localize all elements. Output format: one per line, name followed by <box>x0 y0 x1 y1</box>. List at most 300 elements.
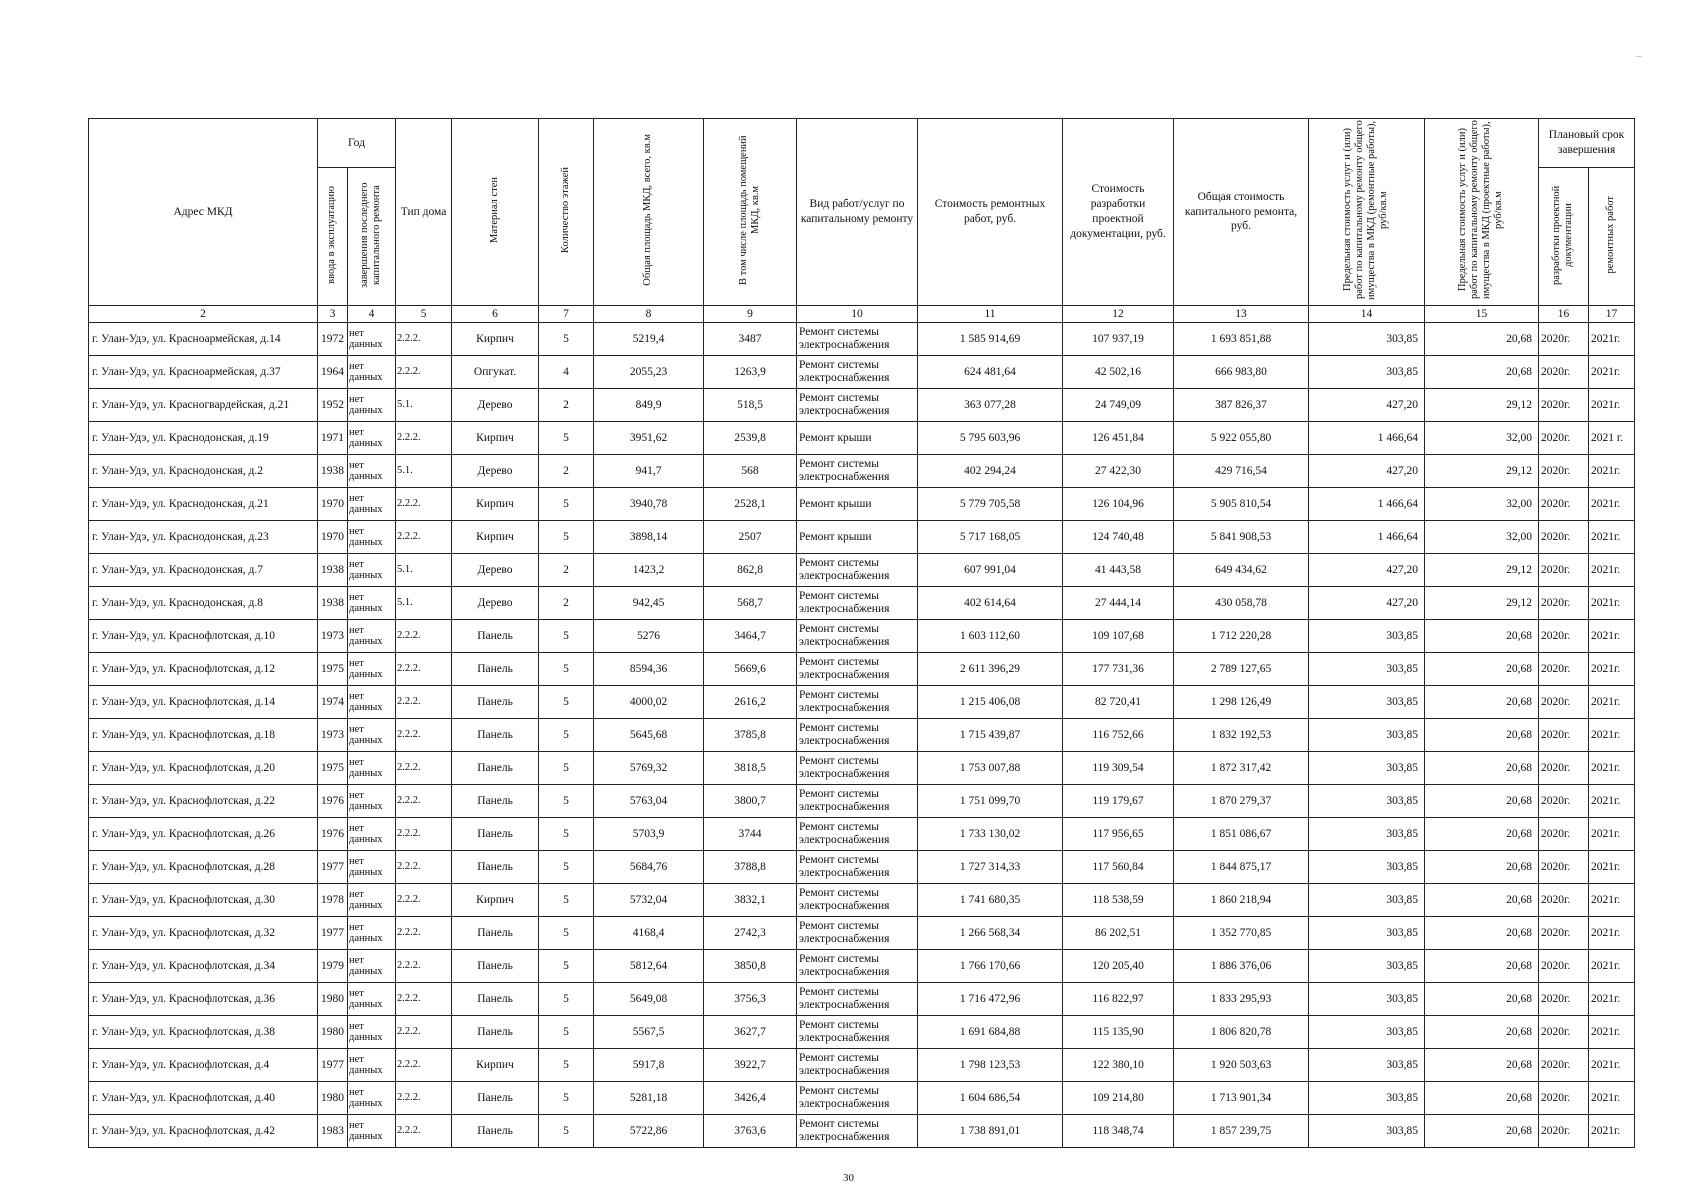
cell-address: г. Улан-Удэ, ул. Краснофлотская, д.20 <box>89 752 318 785</box>
cell-design-cost: 120 205,40 <box>1063 950 1174 983</box>
cell-year-commission: 1980 <box>318 983 348 1016</box>
cell-total-area: 4000,02 <box>594 686 704 719</box>
table-row <box>89 587 1635 620</box>
cell-limit-repair: 1 466,64 <box>1309 488 1425 521</box>
cell-address: г. Улан-Удэ, ул. Краснофлотская, д.34 <box>89 950 318 983</box>
cell-work-type: Ремонт системы электроснабжения <box>797 818 918 851</box>
cell-design-cost: 41 443,58 <box>1063 554 1174 587</box>
cell-total-area: 5649,08 <box>594 983 704 1016</box>
repair-program-table <box>88 118 1635 1148</box>
cell-last-repair: нет данных <box>348 983 396 1016</box>
cell-repair-cost: 402 614,64 <box>918 587 1063 620</box>
table-row <box>89 851 1635 884</box>
cell-limit-design: 20,68 <box>1425 323 1539 356</box>
cell-wall-material: Кирпич <box>452 521 539 554</box>
cell-premises-area: 3627,7 <box>704 1016 797 1049</box>
cell-work-type: Ремонт крыши <box>797 488 918 521</box>
column-number: 16 <box>1539 306 1589 323</box>
table-row <box>89 917 1635 950</box>
cell-total-area: 5684,76 <box>594 851 704 884</box>
cell-wall-material: Кирпич <box>452 884 539 917</box>
cell-plan-design: 2020г. <box>1539 1082 1589 1115</box>
cell-repair-cost: 1 751 099,70 <box>918 785 1063 818</box>
cell-design-cost: 177 731,36 <box>1063 653 1174 686</box>
cell-repair-cost: 1 753 007,88 <box>918 752 1063 785</box>
cell-total-cost: 666 983,80 <box>1174 356 1309 389</box>
cell-limit-design: 20,68 <box>1425 950 1539 983</box>
cell-year-commission: 1970 <box>318 488 348 521</box>
cell-design-cost: 109 214,80 <box>1063 1082 1174 1115</box>
cell-year-commission: 1980 <box>318 1016 348 1049</box>
cell-floors: 5 <box>539 488 594 521</box>
cell-wall-material: Панель <box>452 1016 539 1049</box>
cell-limit-design: 20,68 <box>1425 356 1539 389</box>
cell-last-repair: нет данных <box>348 818 396 851</box>
cell-wall-material: Панель <box>452 950 539 983</box>
table-row <box>89 653 1635 686</box>
column-number: 4 <box>348 306 396 323</box>
cell-plan-repair: 2021г. <box>1589 752 1635 785</box>
cell-floors: 5 <box>539 521 594 554</box>
cell-year-commission: 1975 <box>318 752 348 785</box>
table-row <box>89 422 1635 455</box>
cell-total-area: 5722,86 <box>594 1115 704 1148</box>
cell-wall-material: Панель <box>452 752 539 785</box>
cell-limit-design: 29,12 <box>1425 455 1539 488</box>
cell-house-type: 2.2.2. <box>396 1082 452 1115</box>
cell-premises-area: 1263,9 <box>704 356 797 389</box>
cell-design-cost: 118 348,74 <box>1063 1115 1174 1148</box>
cell-plan-design: 2020г. <box>1539 356 1589 389</box>
cell-work-type: Ремонт системы электроснабжения <box>797 851 918 884</box>
table-row <box>89 950 1635 983</box>
cell-plan-design: 2020г. <box>1539 686 1589 719</box>
cell-house-type: 2.2.2. <box>396 851 452 884</box>
cell-total-cost: 1 886 376,06 <box>1174 950 1309 983</box>
cell-year-commission: 1974 <box>318 686 348 719</box>
cell-address: г. Улан-Удэ, ул. Краснофлотская, д.14 <box>89 686 318 719</box>
cell-work-type: Ремонт системы электроснабжения <box>797 389 918 422</box>
cell-house-type: 2.2.2. <box>396 884 452 917</box>
cell-premises-area: 3800,7 <box>704 785 797 818</box>
cell-year-commission: 1976 <box>318 785 348 818</box>
header-wall-material: Материал стен <box>452 119 539 306</box>
cell-plan-design: 2020г. <box>1539 554 1589 587</box>
cell-premises-area: 862,8 <box>704 554 797 587</box>
cell-wall-material: Панель <box>452 785 539 818</box>
cell-plan-design: 2020г. <box>1539 422 1589 455</box>
cell-limit-repair: 303,85 <box>1309 1115 1425 1148</box>
cell-total-area: 849,9 <box>594 389 704 422</box>
cell-plan-repair: 2021г. <box>1589 686 1635 719</box>
cell-last-repair: нет данных <box>348 752 396 785</box>
cell-premises-area: 3464,7 <box>704 620 797 653</box>
cell-wall-material: Панель <box>452 917 539 950</box>
cell-work-type: Ремонт системы электроснабжения <box>797 686 918 719</box>
table-row <box>89 356 1635 389</box>
cell-wall-material: Опгукат. <box>452 356 539 389</box>
column-number: 15 <box>1425 306 1539 323</box>
cell-house-type: 2.2.2. <box>396 653 452 686</box>
cell-design-cost: 109 107,68 <box>1063 620 1174 653</box>
cell-total-cost: 1 851 086,67 <box>1174 818 1309 851</box>
cell-limit-repair: 303,85 <box>1309 950 1425 983</box>
cell-plan-repair: 2021г. <box>1589 521 1635 554</box>
cell-plan-design: 2020г. <box>1539 389 1589 422</box>
cell-total-area: 3951,62 <box>594 422 704 455</box>
column-number: 5 <box>396 306 452 323</box>
cell-total-cost: 1 712 220,28 <box>1174 620 1309 653</box>
cell-wall-material: Дерево <box>452 554 539 587</box>
cell-last-repair: нет данных <box>348 323 396 356</box>
cell-design-cost: 116 752,66 <box>1063 719 1174 752</box>
cell-premises-area: 2742,3 <box>704 917 797 950</box>
cell-house-type: 2.2.2. <box>396 818 452 851</box>
cell-limit-repair: 427,20 <box>1309 587 1425 620</box>
cell-floors: 5 <box>539 653 594 686</box>
cell-total-cost: 5 905 810,54 <box>1174 488 1309 521</box>
cell-repair-cost: 1 716 472,96 <box>918 983 1063 1016</box>
cell-limit-design: 20,68 <box>1425 785 1539 818</box>
cell-plan-design: 2020г. <box>1539 818 1589 851</box>
table-row <box>89 752 1635 785</box>
cell-last-repair: нет данных <box>348 587 396 620</box>
cell-total-cost: 430 058,78 <box>1174 587 1309 620</box>
cell-design-cost: 42 502,16 <box>1063 356 1174 389</box>
cell-wall-material: Панель <box>452 1115 539 1148</box>
column-number: 2 <box>89 306 318 323</box>
cell-limit-design: 20,68 <box>1425 620 1539 653</box>
cell-plan-repair: 2021г. <box>1589 818 1635 851</box>
header-repair-cost: Стоимость ремонтных работ, руб. <box>918 119 1063 306</box>
cell-year-commission: 1978 <box>318 884 348 917</box>
cell-total-cost: 1 870 279,37 <box>1174 785 1309 818</box>
cell-house-type: 2.2.2. <box>396 950 452 983</box>
cell-premises-area: 2528,1 <box>704 488 797 521</box>
cell-house-type: 2.2.2. <box>396 521 452 554</box>
cell-plan-design: 2020г. <box>1539 785 1589 818</box>
cell-total-area: 3940,78 <box>594 488 704 521</box>
cell-wall-material: Панель <box>452 719 539 752</box>
cell-house-type: 5.1. <box>396 389 452 422</box>
cell-plan-repair: 2021г. <box>1589 851 1635 884</box>
cell-last-repair: нет данных <box>348 554 396 587</box>
cell-last-repair: нет данных <box>348 884 396 917</box>
cell-total-cost: 5 922 055,80 <box>1174 422 1309 455</box>
cell-work-type: Ремонт системы электроснабжения <box>797 356 918 389</box>
cell-total-cost: 387 826,37 <box>1174 389 1309 422</box>
cell-limit-repair: 1 466,64 <box>1309 422 1425 455</box>
cell-repair-cost: 1 585 914,69 <box>918 323 1063 356</box>
cell-address: г. Улан-Удэ, ул. Краснофлотская, д.22 <box>89 785 318 818</box>
header-house-type: Тип дома <box>396 119 452 306</box>
cell-floors: 5 <box>539 752 594 785</box>
cell-plan-repair: 2021г. <box>1589 587 1635 620</box>
cell-premises-area: 3832,1 <box>704 884 797 917</box>
cell-floors: 5 <box>539 950 594 983</box>
cell-repair-cost: 363 077,28 <box>918 389 1063 422</box>
column-number: 9 <box>704 306 797 323</box>
cell-plan-design: 2020г. <box>1539 653 1589 686</box>
cell-floors: 2 <box>539 455 594 488</box>
cell-address: г. Улан-Удэ, ул. Краснофлотская, д.36 <box>89 983 318 1016</box>
cell-plan-repair: 2021г. <box>1589 620 1635 653</box>
cell-address: г. Улан-Удэ, ул. Краснофлотская, д.42 <box>89 1115 318 1148</box>
header-year-last-repair: завершения последнего капитального ремонта <box>348 168 396 306</box>
cell-premises-area: 2616,2 <box>704 686 797 719</box>
cell-work-type: Ремонт крыши <box>797 422 918 455</box>
cell-total-cost: 2 789 127,65 <box>1174 653 1309 686</box>
cell-wall-material: Панель <box>452 620 539 653</box>
cell-house-type: 2.2.2. <box>396 917 452 950</box>
cell-year-commission: 1980 <box>318 1082 348 1115</box>
cell-design-cost: 117 560,84 <box>1063 851 1174 884</box>
column-number-row <box>89 306 1635 323</box>
table-row <box>89 620 1635 653</box>
cell-wall-material: Кирпич <box>452 323 539 356</box>
column-number: 12 <box>1063 306 1174 323</box>
cell-limit-design: 20,68 <box>1425 1049 1539 1082</box>
cell-design-cost: 24 749,09 <box>1063 389 1174 422</box>
header-address: Адрес МКД <box>89 119 318 306</box>
cell-wall-material: Кирпич <box>452 422 539 455</box>
cell-floors: 5 <box>539 1115 594 1148</box>
cell-total-area: 8594,36 <box>594 653 704 686</box>
cell-design-cost: 116 822,97 <box>1063 983 1174 1016</box>
cell-limit-repair: 427,20 <box>1309 554 1425 587</box>
cell-plan-design: 2020г. <box>1539 851 1589 884</box>
cell-total-cost: 1 713 901,34 <box>1174 1082 1309 1115</box>
cell-year-commission: 1938 <box>318 587 348 620</box>
cell-design-cost: 122 380,10 <box>1063 1049 1174 1082</box>
cell-total-area: 5769,32 <box>594 752 704 785</box>
table-row <box>89 1115 1635 1148</box>
cell-premises-area: 3763,6 <box>704 1115 797 1148</box>
header-limit-design: Предельная стоимость услуг и (или) работ по капитальному ремонту общего имущества в МКД (проектные работы), руб/кв.м <box>1425 119 1539 306</box>
cell-total-area: 3898,14 <box>594 521 704 554</box>
cell-limit-repair: 303,85 <box>1309 686 1425 719</box>
cell-plan-design: 2020г. <box>1539 884 1589 917</box>
cell-house-type: 5.1. <box>396 455 452 488</box>
cell-plan-repair: 2021г. <box>1589 1049 1635 1082</box>
column-number: 11 <box>918 306 1063 323</box>
cell-repair-cost: 402 294,24 <box>918 455 1063 488</box>
cell-plan-repair: 2021 г. <box>1589 422 1635 455</box>
cell-address: г. Улан-Удэ, ул. Краснофлотская, д.4 <box>89 1049 318 1082</box>
cell-repair-cost: 1 766 170,66 <box>918 950 1063 983</box>
cell-premises-area: 3487 <box>704 323 797 356</box>
cell-last-repair: нет данных <box>348 719 396 752</box>
cell-floors: 5 <box>539 1016 594 1049</box>
cell-total-cost: 1 872 317,42 <box>1174 752 1309 785</box>
cell-year-commission: 1983 <box>318 1115 348 1148</box>
cell-floors: 5 <box>539 917 594 950</box>
cell-limit-repair: 303,85 <box>1309 884 1425 917</box>
cell-limit-design: 32,00 <box>1425 521 1539 554</box>
cell-plan-design: 2020г. <box>1539 1115 1589 1148</box>
cell-limit-repair: 303,85 <box>1309 752 1425 785</box>
cell-floors: 2 <box>539 389 594 422</box>
cell-plan-design: 2020г. <box>1539 917 1589 950</box>
column-number: 3 <box>318 306 348 323</box>
cell-address: г. Улан-Удэ, ул. Краснофлотская, д.38 <box>89 1016 318 1049</box>
cell-year-commission: 1952 <box>318 389 348 422</box>
cell-wall-material: Кирпич <box>452 488 539 521</box>
cell-plan-repair: 2021г. <box>1589 719 1635 752</box>
cell-design-cost: 126 104,96 <box>1063 488 1174 521</box>
cell-repair-cost: 1 715 439,87 <box>918 719 1063 752</box>
cell-plan-repair: 2021г. <box>1589 356 1635 389</box>
cell-plan-repair: 2021г. <box>1589 389 1635 422</box>
cell-wall-material: Панель <box>452 851 539 884</box>
cell-floors: 5 <box>539 620 594 653</box>
cell-total-cost: 1 857 239,75 <box>1174 1115 1309 1148</box>
cell-total-cost: 1 298 126,49 <box>1174 686 1309 719</box>
cell-plan-repair: 2021г. <box>1589 983 1635 1016</box>
cell-house-type: 2.2.2. <box>396 983 452 1016</box>
cell-plan-design: 2020г. <box>1539 719 1589 752</box>
header-year-commission: ввода в эксплуатацию <box>318 168 348 306</box>
cell-floors: 5 <box>539 719 594 752</box>
cell-plan-design: 2020г. <box>1539 950 1589 983</box>
column-number: 13 <box>1174 306 1309 323</box>
cell-premises-area: 2539,8 <box>704 422 797 455</box>
cell-year-commission: 1975 <box>318 653 348 686</box>
table-row <box>89 488 1635 521</box>
cell-address: г. Улан-Удэ, ул. Красноармейская, д.37 <box>89 356 318 389</box>
cell-work-type: Ремонт системы электроснабжения <box>797 884 918 917</box>
cell-year-commission: 1938 <box>318 554 348 587</box>
cell-design-cost: 119 179,67 <box>1063 785 1174 818</box>
scan-mark <box>1636 56 1642 57</box>
cell-last-repair: нет данных <box>348 389 396 422</box>
cell-floors: 5 <box>539 422 594 455</box>
cell-repair-cost: 1 741 680,35 <box>918 884 1063 917</box>
cell-address: г. Улан-Удэ, ул. Краснодонская, д.2 <box>89 455 318 488</box>
cell-plan-design: 2020г. <box>1539 455 1589 488</box>
cell-limit-design: 20,68 <box>1425 818 1539 851</box>
cell-wall-material: Панель <box>452 686 539 719</box>
cell-house-type: 2.2.2. <box>396 422 452 455</box>
cell-address: г. Улан-Удэ, ул. Краснодонская, д.19 <box>89 422 318 455</box>
column-number: 14 <box>1309 306 1425 323</box>
cell-limit-design: 20,68 <box>1425 686 1539 719</box>
cell-plan-design: 2020г. <box>1539 323 1589 356</box>
cell-total-cost: 5 841 908,53 <box>1174 521 1309 554</box>
cell-repair-cost: 1 733 130,02 <box>918 818 1063 851</box>
cell-plan-repair: 2021г. <box>1589 1016 1635 1049</box>
cell-floors: 5 <box>539 884 594 917</box>
cell-total-cost: 1 860 218,94 <box>1174 884 1309 917</box>
cell-address: г. Улан-Удэ, ул. Краснодонская, д.23 <box>89 521 318 554</box>
cell-last-repair: нет данных <box>348 950 396 983</box>
cell-limit-design: 29,12 <box>1425 389 1539 422</box>
cell-year-commission: 1977 <box>318 1049 348 1082</box>
cell-floors: 4 <box>539 356 594 389</box>
cell-work-type: Ремонт системы электроснабжения <box>797 1082 918 1115</box>
cell-plan-design: 2020г. <box>1539 620 1589 653</box>
cell-last-repair: нет данных <box>348 686 396 719</box>
cell-house-type: 2.2.2. <box>396 1049 452 1082</box>
cell-address: г. Улан-Удэ, ул. Краснодонская, д.8 <box>89 587 318 620</box>
cell-work-type: Ремонт системы электроснабжения <box>797 719 918 752</box>
cell-repair-cost: 5 795 603,96 <box>918 422 1063 455</box>
cell-address: г. Улан-Удэ, ул. Красногвардейская, д.21 <box>89 389 318 422</box>
cell-premises-area: 3756,3 <box>704 983 797 1016</box>
cell-wall-material: Дерево <box>452 389 539 422</box>
cell-design-cost: 107 937,19 <box>1063 323 1174 356</box>
cell-work-type: Ремонт системы электроснабжения <box>797 983 918 1016</box>
cell-floors: 5 <box>539 983 594 1016</box>
cell-work-type: Ремонт системы электроснабжения <box>797 1049 918 1082</box>
cell-repair-cost: 607 991,04 <box>918 554 1063 587</box>
cell-address: г. Улан-Удэ, ул. Краснофлотская, д.32 <box>89 917 318 950</box>
cell-limit-repair: 303,85 <box>1309 620 1425 653</box>
cell-design-cost: 86 202,51 <box>1063 917 1174 950</box>
header-total-cost: Общая стоимость капитального ремонта, руб. <box>1174 119 1309 306</box>
cell-house-type: 5.1. <box>396 587 452 620</box>
cell-premises-area: 3744 <box>704 818 797 851</box>
table-row <box>89 1016 1635 1049</box>
cell-wall-material: Панель <box>452 1082 539 1115</box>
cell-last-repair: нет данных <box>348 851 396 884</box>
cell-total-area: 5812,64 <box>594 950 704 983</box>
cell-plan-repair: 2021г. <box>1589 455 1635 488</box>
cell-last-repair: нет данных <box>348 1082 396 1115</box>
cell-address: г. Улан-Удэ, ул. Красноармейская, д.14 <box>89 323 318 356</box>
cell-total-cost: 1 844 875,17 <box>1174 851 1309 884</box>
cell-total-area: 2055,23 <box>594 356 704 389</box>
cell-wall-material: Панель <box>452 653 539 686</box>
cell-last-repair: нет данных <box>348 488 396 521</box>
cell-plan-repair: 2021г. <box>1589 488 1635 521</box>
column-number: 17 <box>1589 306 1635 323</box>
cell-last-repair: нет данных <box>348 356 396 389</box>
cell-house-type: 2.2.2. <box>396 719 452 752</box>
cell-work-type: Ремонт системы электроснабжения <box>797 554 918 587</box>
cell-repair-cost: 1 603 112,60 <box>918 620 1063 653</box>
cell-address: г. Улан-Удэ, ул. Краснодонская, д.7 <box>89 554 318 587</box>
cell-year-commission: 1938 <box>318 455 348 488</box>
cell-design-cost: 119 309,54 <box>1063 752 1174 785</box>
cell-floors: 2 <box>539 554 594 587</box>
cell-limit-design: 20,68 <box>1425 983 1539 1016</box>
cell-address: г. Улан-Удэ, ул. Краснофлотская, д.10 <box>89 620 318 653</box>
cell-work-type: Ремонт системы электроснабжения <box>797 917 918 950</box>
cell-limit-repair: 303,85 <box>1309 851 1425 884</box>
cell-design-cost: 117 956,65 <box>1063 818 1174 851</box>
table-row <box>89 455 1635 488</box>
header-planned-repair: ремонтных работ <box>1589 168 1635 306</box>
table-row <box>89 1082 1635 1115</box>
cell-design-cost: 124 740,48 <box>1063 521 1174 554</box>
cell-house-type: 2.2.2. <box>396 356 452 389</box>
cell-work-type: Ремонт системы электроснабжения <box>797 455 918 488</box>
table-row <box>89 389 1635 422</box>
cell-limit-repair: 303,85 <box>1309 785 1425 818</box>
cell-repair-cost: 1 727 314,33 <box>918 851 1063 884</box>
cell-plan-repair: 2021г. <box>1589 1115 1635 1148</box>
cell-house-type: 2.2.2. <box>396 785 452 818</box>
cell-floors: 5 <box>539 323 594 356</box>
header-work-type: Вид работ/услуг по капитальному ремонту <box>797 119 918 306</box>
cell-last-repair: нет данных <box>348 1049 396 1082</box>
cell-work-type: Ремонт системы электроснабжения <box>797 752 918 785</box>
cell-floors: 5 <box>539 851 594 884</box>
cell-plan-repair: 2021г. <box>1589 554 1635 587</box>
cell-design-cost: 118 538,59 <box>1063 884 1174 917</box>
cell-repair-cost: 5 717 168,05 <box>918 521 1063 554</box>
